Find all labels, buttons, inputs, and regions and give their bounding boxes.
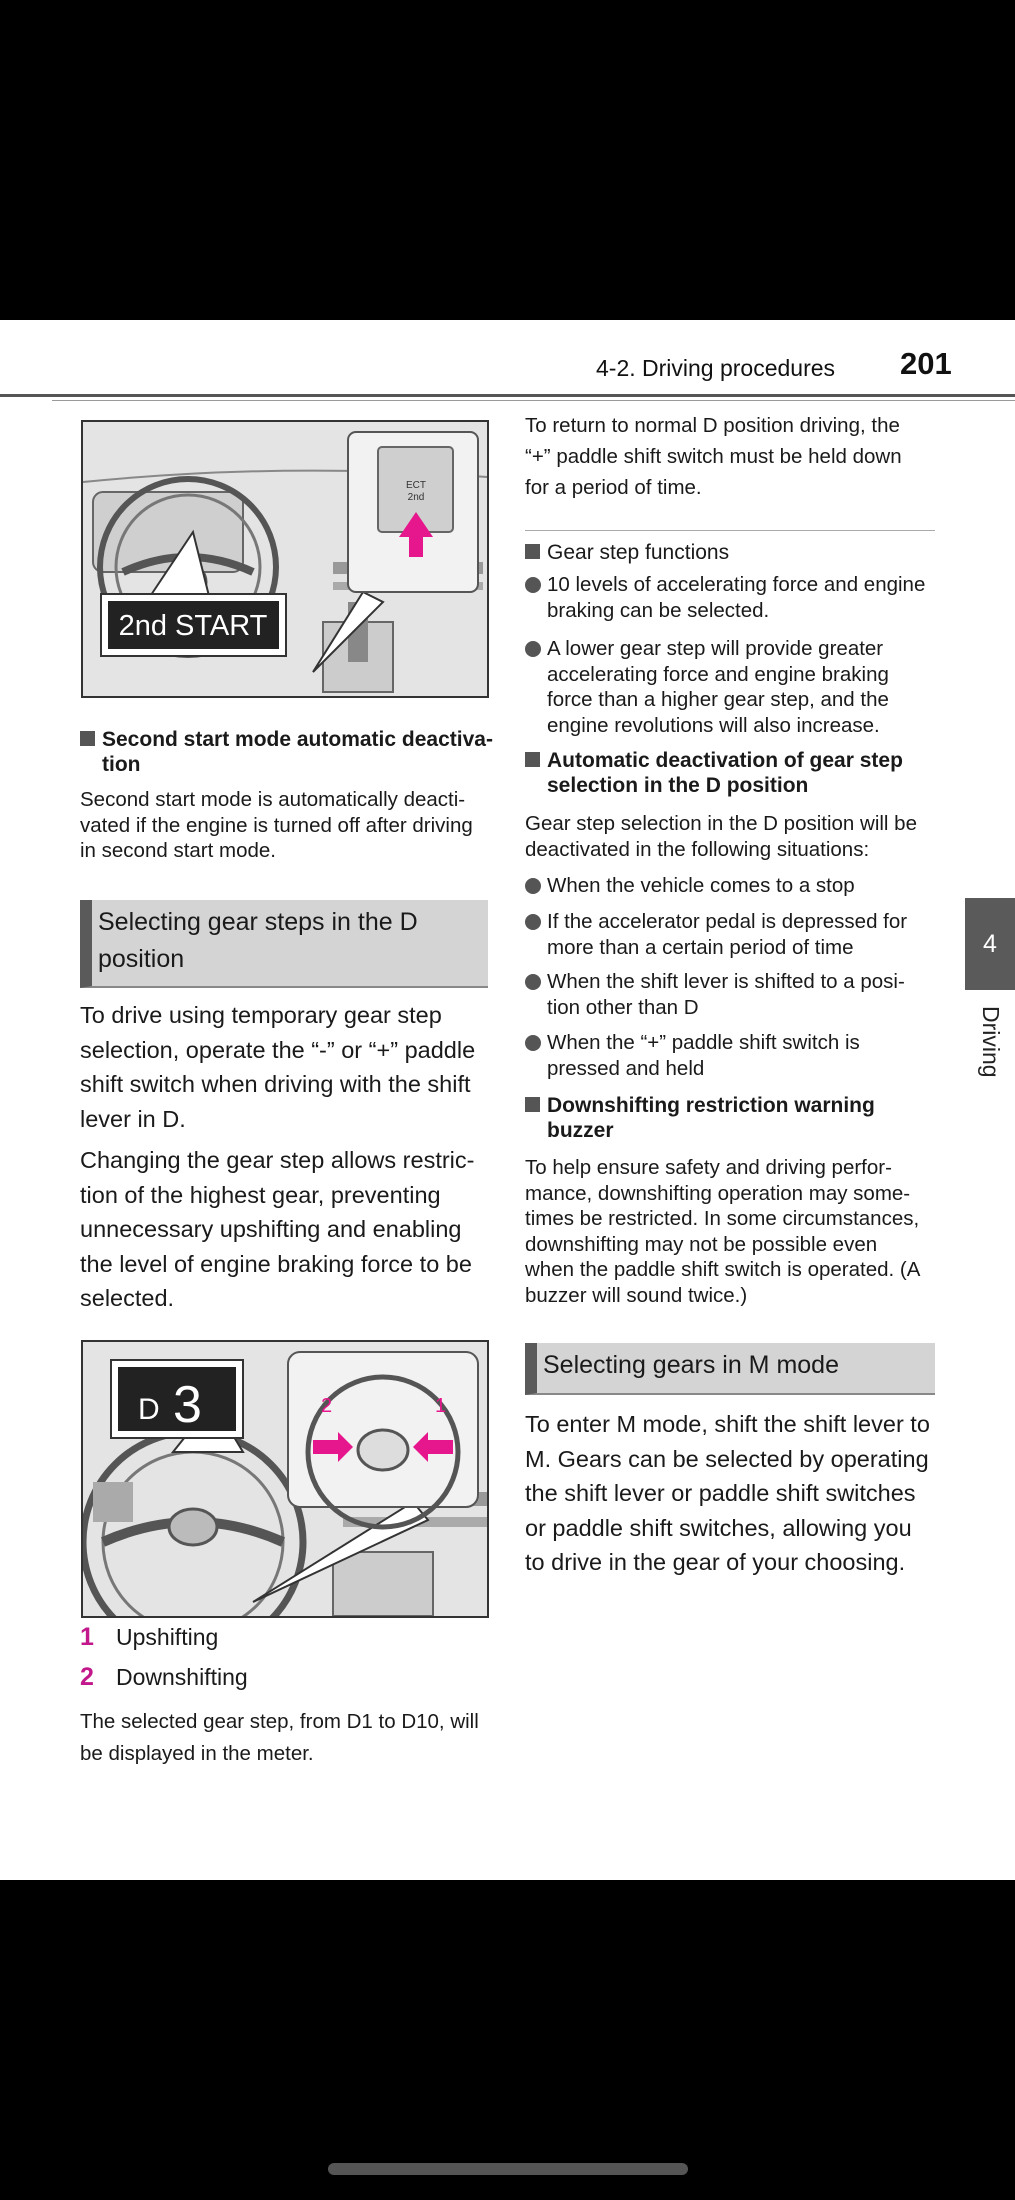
square-bullet-icon [80,731,95,746]
text-line: If the accelerator pedal is depressed for [547,910,908,933]
text-line: Second start mode is automatically deacti- [80,788,466,811]
auto-deactivation-intro [525,811,945,862]
header-section-title: 4-2. Driving procedures [596,355,836,381]
text-line: The selected gear step, from D1 to D10, will [80,1710,479,1733]
chapter-label-text: Driving [978,1006,1004,1078]
text-line: the shift lever or paddle shift switches [525,1480,916,1506]
square-bullet-icon [525,1097,540,1112]
text-line: Gear step selection in the D position will be [525,812,917,835]
text-line: to drive in the gear of your choosing. [525,1549,906,1575]
meter-value: 3 [173,1376,202,1434]
text-line: tion of the highest gear, preventing [80,1181,441,1208]
text-line: more than a certain period of time [547,935,854,959]
heading-auto-deactivation [525,748,967,798]
paddle-label-1: 1 [435,1395,447,1417]
bullet-vehicle-stop [525,873,967,899]
text-line: the level of engine braking force to be [80,1250,472,1277]
switch-label-ect: ECT [406,480,426,491]
bullet-dot-icon [525,577,541,593]
bullet-dot-icon [525,878,541,894]
heading-line: buzzer [547,1119,614,1142]
heading-line: Gear step functions [547,541,730,564]
section-heading-line: Selecting gears in M mode [543,1351,839,1379]
text-line: tion other than D [547,995,699,1019]
display-2nd-start: 2nd START [118,610,268,642]
legend-label-upshifting: Upshifting [116,1624,219,1650]
text-line: mance, downshifting operation may some- [525,1181,911,1205]
text-line: To enter M mode, shift the shift lever to [525,1411,930,1437]
bullet-shift-lever [525,969,967,1020]
bullet-lower-gear [525,636,967,738]
bullet-dot-icon [525,914,541,930]
d-position-para2 [80,1143,500,1316]
bullet-dot-icon [525,641,541,657]
section-heading-m-mode [525,1343,935,1395]
heading-line: Second start mode automatic deactiva- [102,728,493,751]
heading-gear-step-functions [525,540,967,565]
header-rule-thin [52,400,1015,401]
text-line: When the vehicle comes to a stop [547,874,855,897]
bullet-dot-icon [525,1035,541,1051]
text-line: To return to normal D position driving, the [525,414,900,437]
text-line: times be restricted. In some circumstances, [525,1207,920,1230]
meter-prefix: D [138,1393,160,1426]
second-start-body [80,787,500,864]
header-rule [0,394,1015,397]
text-line: selection, operate the “-” or “+” paddle [80,1036,476,1063]
text-line: “+” paddle shift switch must be held down [525,445,902,468]
text-line: unnecessary upshifting and enabling [80,1216,462,1242]
text-line: braking can be selected. [547,598,770,622]
heading-downshift-buzzer [525,1093,967,1143]
text-line: vated if the engine is turned off after driving [80,813,473,837]
text-line: pressed and held [547,1056,705,1080]
text-line: force than a higher gear step, and the [547,688,889,711]
legend-number-1: 1 [80,1623,94,1651]
text-line: A lower gear step will provide greater [547,637,884,660]
text-line: When the shift lever is shifted to a posi- [547,970,905,993]
return-note [525,410,945,503]
heading-second-start [80,727,522,777]
text-line: To help ensure safety and driving perfor- [525,1156,892,1179]
section-heading-line: position [98,945,185,973]
illustration-second-start [81,420,489,698]
text-line: M. Gears can be selected by operating [525,1445,929,1472]
text-line: accelerating force and engine braking [547,662,889,686]
heading-line: tion [102,753,141,776]
paddle-label-2: 2 [321,1395,333,1417]
text-line: When the “+” paddle shift switch is [547,1031,860,1054]
section-heading-d-position [80,900,488,988]
section-heading-line: Selecting gear steps in the D [98,908,418,936]
paddle-illustration-svg [83,1342,487,1616]
text-line: downshifting may not be possible even [525,1232,878,1256]
illustration-paddle-shift [81,1340,489,1618]
text-line: for a period of time. [525,476,702,499]
page-number: 201 [900,346,952,381]
bullet-paddle-held [525,1030,967,1081]
heading-line: Automatic deactivation of gear step [547,749,903,772]
text-line: deactivated in the following situations: [525,837,870,861]
home-indicator[interactable] [328,2163,688,2175]
text-line: engine revolutions will also increase. [547,713,880,737]
text-line: lever in D. [80,1105,186,1132]
text-line: in second start mode. [80,839,276,862]
text-line: To drive using temporary gear step [80,1002,442,1028]
downshift-buzzer-body [525,1155,945,1308]
heading-line: Downshifting restriction warning [547,1094,875,1117]
heading-line: selection in the D position [547,774,809,797]
text-line: buzzer will sound twice.) [525,1283,748,1307]
dashboard-illustration-svg [83,422,487,696]
text-line: selected. [80,1285,175,1311]
chapter-label [966,1006,1015,1126]
text-line: 10 levels of accelerating force and engine [547,573,926,596]
d-position-para1 [80,998,500,1136]
text-line: shift switch when driving with the shift [80,1071,471,1097]
chapter-tab[interactable]: 4 [965,898,1015,990]
legend-number-2: 2 [80,1663,94,1691]
text-line: or paddle shift switches, allowing you [525,1514,912,1541]
m-mode-body [525,1407,945,1580]
divider [525,530,935,531]
manual-page [0,320,1015,1880]
switch-label-2nd: 2nd [407,492,425,503]
square-bullet-icon [525,752,540,767]
text-line: be displayed in the meter. [80,1742,314,1765]
square-bullet-icon [525,544,540,559]
selected-gear-note [80,1706,510,1770]
bullet-gear-levels [525,572,967,623]
bullet-accelerator [525,909,967,960]
bullet-dot-icon [525,974,541,990]
text-line: Changing the gear step allows restric- [80,1147,475,1173]
text-line: when the paddle shift switch is operated. (A [525,1258,921,1281]
legend-label-downshifting: Downshifting [116,1664,248,1690]
